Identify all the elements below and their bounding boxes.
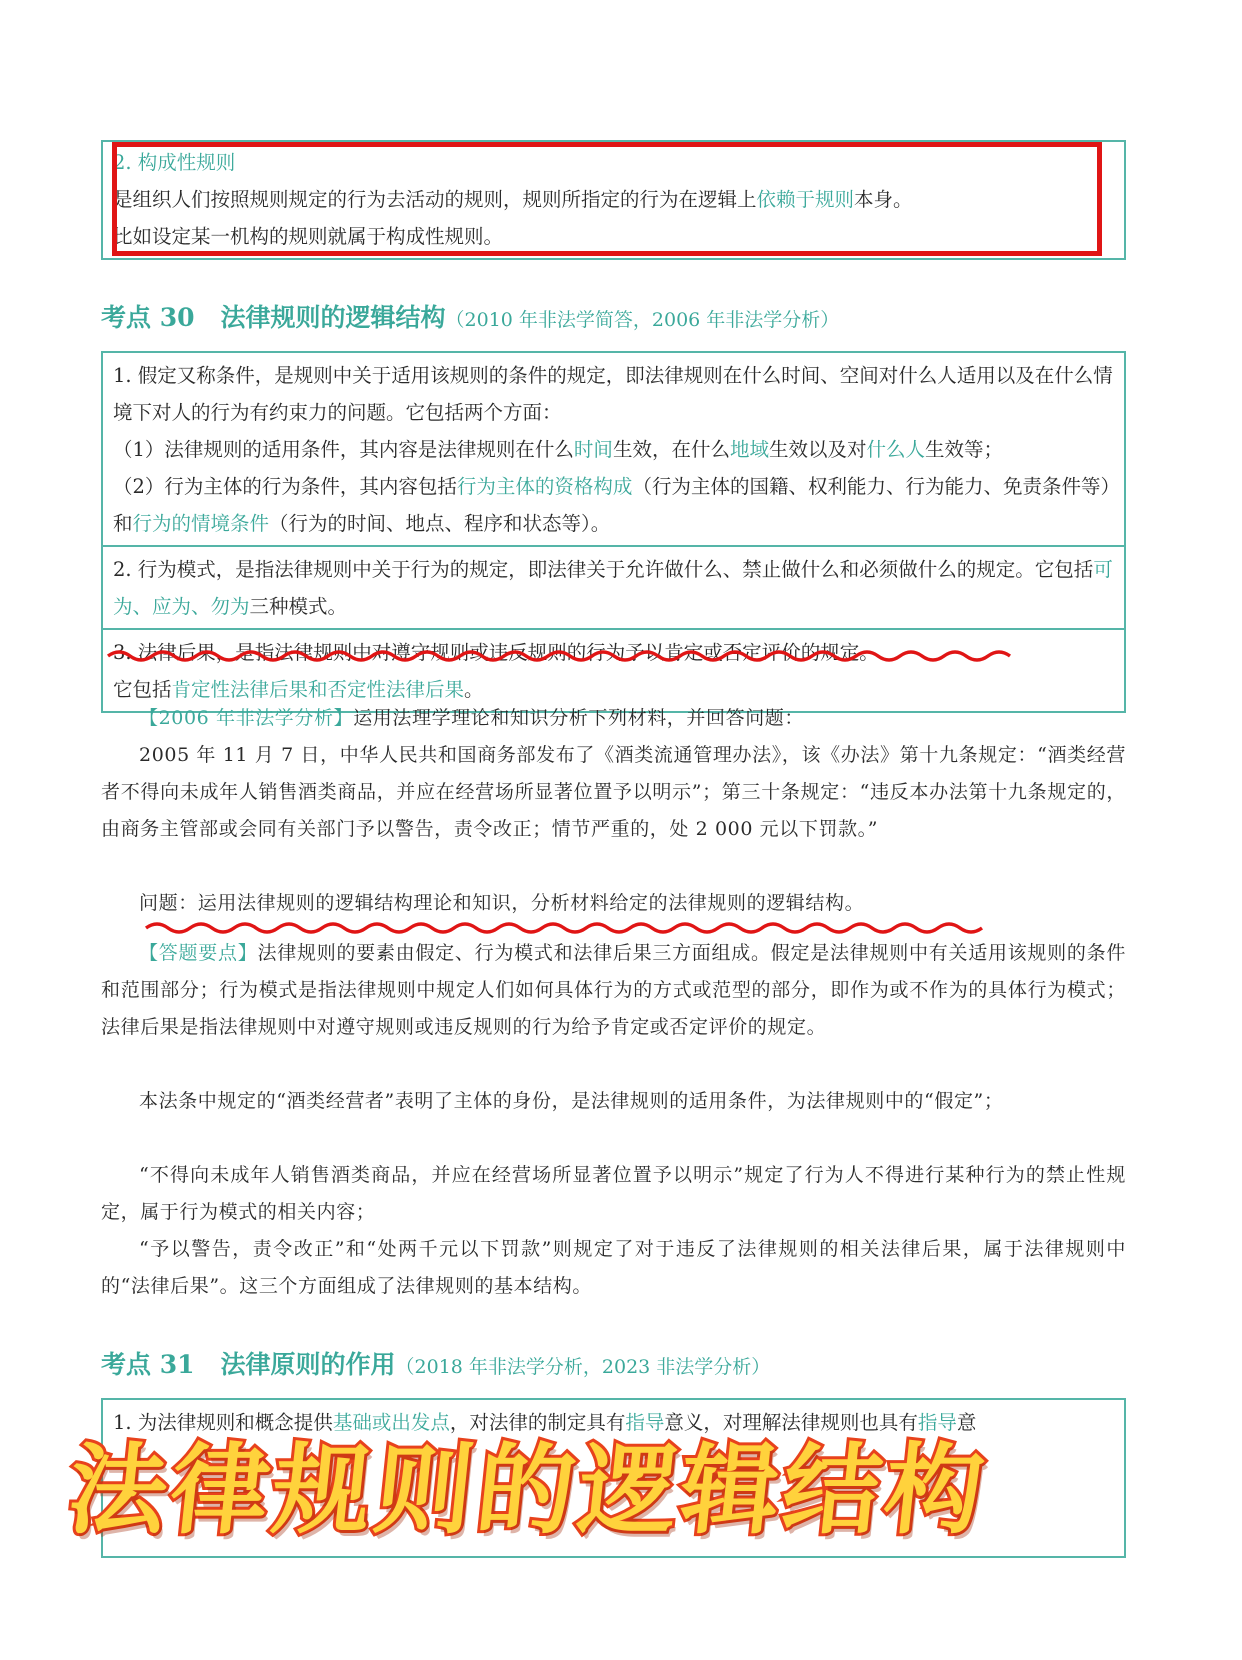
- topic-31-number: 考点 31: [101, 1350, 195, 1379]
- topic-30-number: 考点 30: [101, 303, 195, 332]
- topic-30-title: 法律规则的逻辑结构: [220, 303, 446, 332]
- item-legal-consequence: [103, 628, 1124, 711]
- constitutive-rule-line1: 是组织人们按照规则规定的行为去活动的规则，规则所指定的行为在逻辑上依赖于规则本身。: [113, 188, 913, 211]
- title-banner: 法律规则的逻辑结构: [63, 1434, 994, 1548]
- item-behavior-pattern: 2. 行为模式，是指法律规则中关于行为的规定，即法律关于允许做什么、禁止做什么和必须做什么的规定。它包括可为、应为、勿为三种模式。: [103, 545, 1124, 628]
- assumption-point-2: （2）行为主体的行为条件，其内容包括行为主体的资格构成（行为主体的国籍、权利能力、行为能力、免责条件等）和行为的情境条件（行为的时间、地点、程序和状态等）。: [113, 475, 1111, 535]
- exam-2006-material: 2005 年 11 月 7 日，中华人民共和国商务部发布了《酒类流通管理办法》，该《办法》第十九条规定：“酒类经营者不得向未成年人销售酒类商品，并应在经营场所显著位置予以明示”；第三十条规定：“违反本办法第十九条规定的，由商务主管部或会同有关部门予以警告，责令改正；情节严重的，处 2 000 元以下罚款。”: [101, 744, 1126, 840]
- exam-2006-intro: 【2006 年非法学分析】运用法理学理论和知识分析下列材料，并回答问题：: [139, 707, 805, 729]
- assumption-point-1: （1）法律规则的适用条件，其内容是法律规则在什么时间生效，在什么地域生效以及对什么人生效等；: [113, 438, 1004, 461]
- topic-30-subtitle: （2010 年非法学简答，2006 年非法学分析）: [445, 309, 840, 331]
- constitutive-rule-title: 2. 构成性规则: [113, 151, 236, 174]
- principle-item-1: 1. 为法律规则和概念提供基础或出发点，对法律的制定具有指导意义，对理解法律规则也具有指导意: [113, 1411, 977, 1434]
- topic-31-heading: [101, 1345, 770, 1381]
- answer-paragraph-2: 本法条中规定的“酒类经营者”表明了主体的身份，是法律规则的适用条件，为法律规则中的“假定”；: [139, 1090, 1004, 1112]
- red-highlight-frame: [112, 142, 1102, 256]
- topic-31-subtitle: （2018 年非法学分析，2023 非法学分析）: [395, 1356, 771, 1378]
- answer-paragraph-4: “予以警告，责令改正”和“处两千元以下罚款”则规定了对于违反了法律规则的相关法律后果，属于法律规则中的“法律后果”。这三个方面组成了法律规则的基本结构。: [101, 1238, 1126, 1297]
- legal-consequence-line1: 3. 法律后果，是指法律规则中对遵守规则或违反规则的行为予以肯定或否定评价的规定。: [113, 641, 879, 664]
- wavy-underline-consequence: [108, 648, 1018, 664]
- answer-paragraph-3: “不得向未成年人销售酒类商品，并应在经营场所显著位置予以明示”规定了行为人不得进行某种行为的禁止性规定，属于行为模式的相关内容；: [101, 1164, 1126, 1223]
- exam-2006-tag: 【2006 年非法学分析】: [139, 707, 354, 729]
- item-assumption: [103, 353, 1124, 545]
- answer-paragraph-1: 【答题要点】法律规则的要素由假定、行为模式和法律后果三方面组成。假定是法律规则中有关适用该规则的条件和范围部分；行为模式是指法律规则中规定人们如何具体行为的方式或范型的部分，即作为或不作为的具体行为模式；法律后果是指法律规则中对遵守规则或违反规则的行为给予肯定或否定评价的规定。: [101, 942, 1127, 1038]
- topic-31-title: 法律原则的作用: [220, 1350, 396, 1379]
- assumption-intro: 1. 假定又称条件，是规则中关于适用该规则的条件的规定，即法律规则在什么时间、空间对什么人适用以及在什么情境下对人的行为有约束力的问题。它包括两个方面：: [113, 364, 1113, 424]
- answer-tag: 【答题要点】: [139, 942, 258, 964]
- legal-consequence-line2: 它包括肯定性法律后果和否定性法律后果。: [113, 678, 484, 701]
- constitutive-rule-line2: 比如设定某一机构的规则就属于构成性规则。: [113, 225, 504, 248]
- topic-30-heading: [101, 298, 839, 334]
- wavy-underline-question: [146, 920, 996, 936]
- exam-2006-question: 问题：运用法律规则的逻辑结构理论和知识，分析材料给定的法律规则的逻辑结构。: [139, 892, 865, 914]
